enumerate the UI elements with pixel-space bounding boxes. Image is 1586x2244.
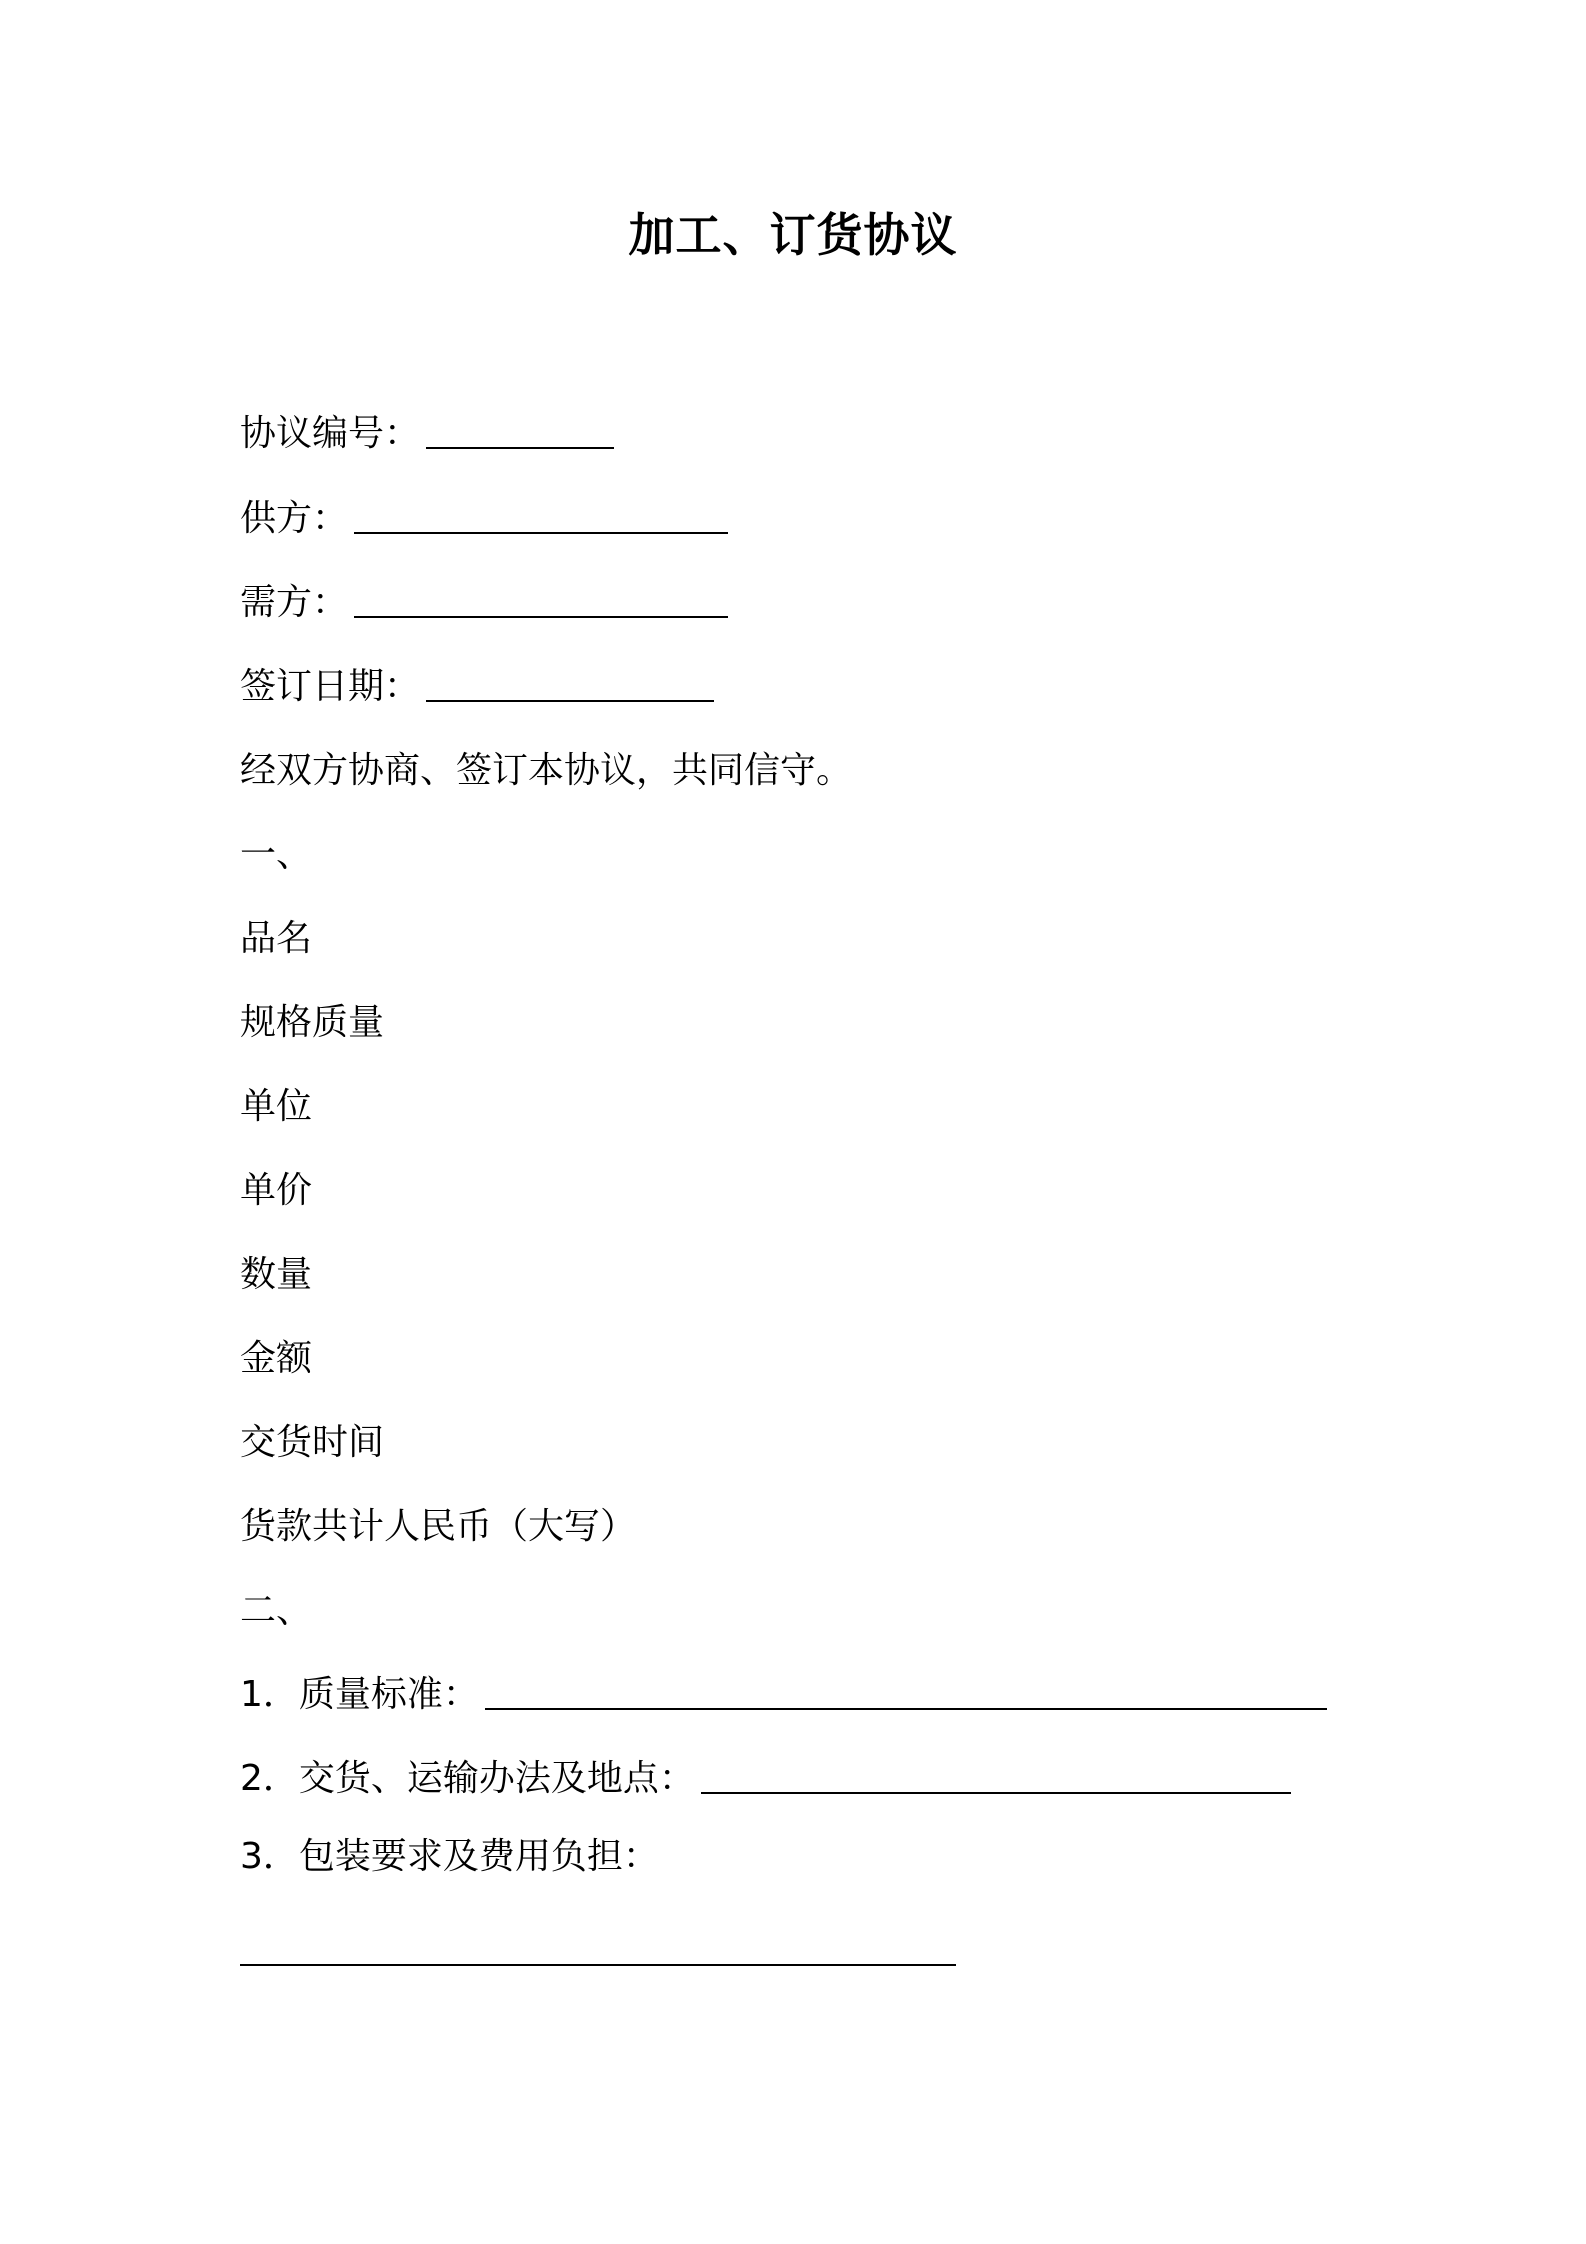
sign-date-line [240,666,714,707]
intro-text: 经双方协商、签订本协议，共同信守。 [240,750,853,791]
delivery-line [240,1758,1291,1799]
quality-standard-blank[interactable] [485,1707,1327,1710]
buyer-blank[interactable] [354,615,728,618]
section1-item: 数量 [240,1254,313,1295]
delivery-label: 2．交货、运输办法及地点： [240,1758,695,1799]
section1-item: 规格质量 [240,1002,385,1043]
packaging-blank[interactable] [240,1964,956,1966]
document-title: 加工、订货协议 [628,208,958,262]
agreement-no-blank[interactable] [426,446,614,449]
supplier-line [240,498,728,539]
section1-item: 货款共计人民币（大写） [240,1506,637,1547]
supplier-label: 供方： [240,498,349,539]
section1-item: 单价 [240,1170,313,1211]
delivery-blank[interactable] [701,1791,1291,1794]
sign-date-blank[interactable] [426,699,714,702]
section1-item: 品名 [240,918,313,959]
buyer-label: 需方： [240,582,349,623]
packaging-label: 3．包装要求及费用负担： [240,1836,659,1877]
supplier-blank[interactable] [354,531,728,534]
section1-item: 交货时间 [240,1422,385,1463]
sign-date-label: 签订日期： [240,666,421,707]
agreement-no-label: 协议编号： [240,413,421,454]
section1-item: 单位 [240,1086,313,1127]
agreement-no-line [240,413,614,454]
section1-item: 金额 [240,1338,313,1379]
packaging-line [240,1836,659,1877]
buyer-line [240,582,728,623]
section2-heading: 二、 [240,1590,313,1631]
quality-standard-line [240,1674,1327,1715]
section1-heading: 一、 [240,834,313,875]
quality-standard-label: 1．质量标准： [240,1674,479,1715]
